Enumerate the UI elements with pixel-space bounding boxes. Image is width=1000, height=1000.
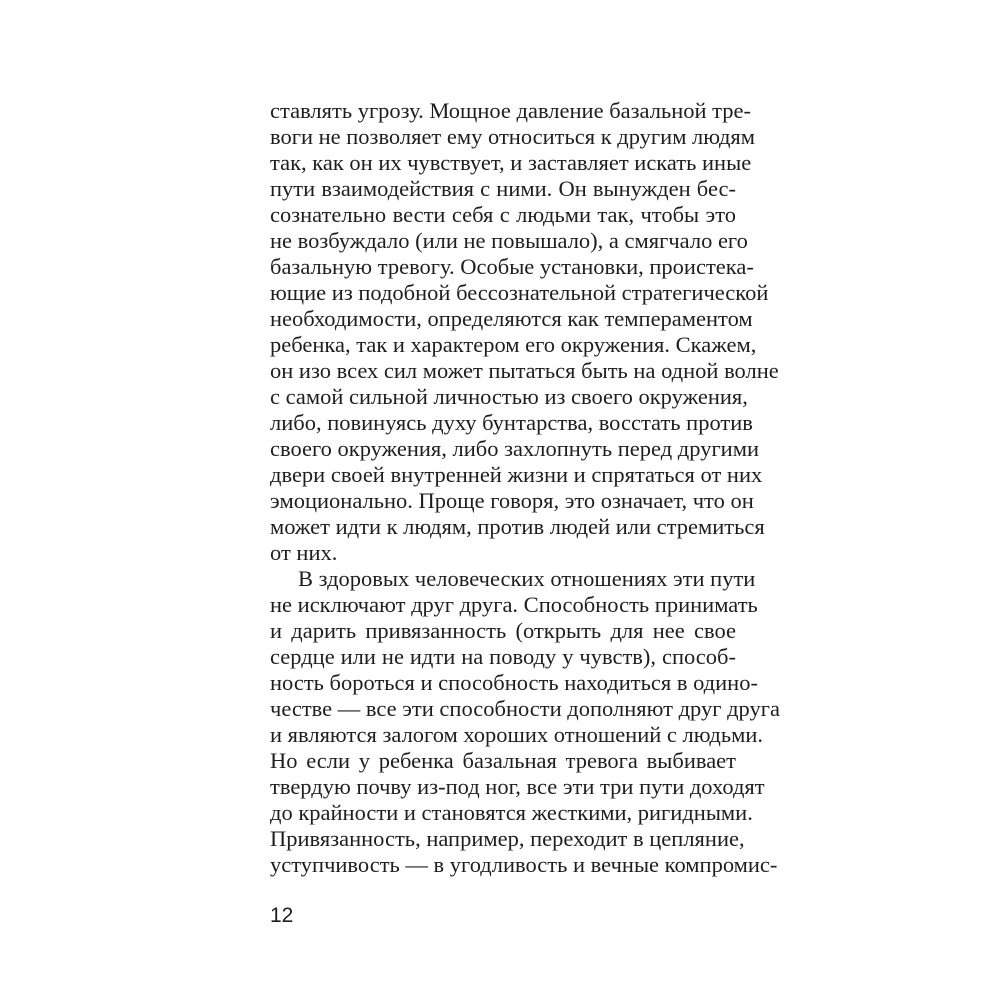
text-line: В здоровых человеческих отношениях эти пути: [298, 566, 756, 591]
paragraph-2: [270, 566, 780, 878]
text-line: до крайности и становятся жесткими, ригидными.: [270, 800, 753, 825]
paragraph-1: [270, 98, 779, 566]
text-line: необходимости, определяются как темпераментом: [270, 306, 753, 331]
text-line: твердую почву из-под ног, все эти три пути доходят: [270, 774, 765, 799]
body-text: [270, 98, 780, 878]
text-line: ющие из подобной бессознательной стратегической: [270, 280, 769, 305]
text-line: с самой сильной личностью из своего окружения,: [270, 384, 748, 409]
page-number: 12: [270, 904, 294, 927]
text-line: либо, повинуясь духу бунтарства, восстать против: [270, 410, 753, 435]
text-line: не исключают друг друга. Способность принимать: [270, 592, 758, 617]
text-line: ность бороться и способность находиться в одино-: [270, 670, 758, 695]
text-line: ребенка, так и характером его окружения. Скажем,: [270, 332, 757, 357]
text-line: уступчивость — в угодливость и вечные компромис-: [270, 852, 778, 877]
text-line: эмоционально. Проще говоря, это означает, что он: [270, 488, 754, 513]
text-line: и дарить привязанность (открыть для нее свое: [270, 618, 736, 643]
text-line: своего окружения, либо захлопнуть перед другими: [270, 436, 760, 461]
text-line: честве — все эти способности дополняют друг друга: [270, 696, 780, 721]
text-line: двери своей внутренней жизни и спрятаться от них: [270, 462, 763, 487]
text-line: Привязанность, например, переходит в цепляние,: [270, 826, 745, 851]
text-line: ставлять угрозу. Мощное давление базальной тре-: [270, 98, 752, 123]
text-line: он изо всех сил может пытаться быть на одной волне: [270, 358, 779, 383]
text-line: базальную тревогу. Особые установки, проистека-: [270, 254, 754, 279]
text-line: воги не позволяет ему относиться к другим людям: [270, 124, 755, 149]
text-line: сознательно вести себя с людьми так, чтобы это: [270, 202, 736, 227]
text-line: от них.: [270, 540, 338, 565]
text-line: так, как он их чувствует, и заставляет искать иные: [270, 150, 752, 175]
text-line: пути взаимодействия с ними. Он вынужден бес-: [270, 176, 736, 201]
text-line: сердце или не идти на поводу у чувств), способ-: [270, 644, 736, 669]
text-line: может идти к людям, против людей или стремиться: [270, 514, 765, 539]
text-line: и являются залогом хороших отношений с людьми.: [270, 722, 764, 747]
text-line: не возбуждало (или не повышало), а смягчало его: [270, 228, 748, 253]
text-line: Но если у ребенка базальная тревога выбивает: [270, 748, 736, 773]
